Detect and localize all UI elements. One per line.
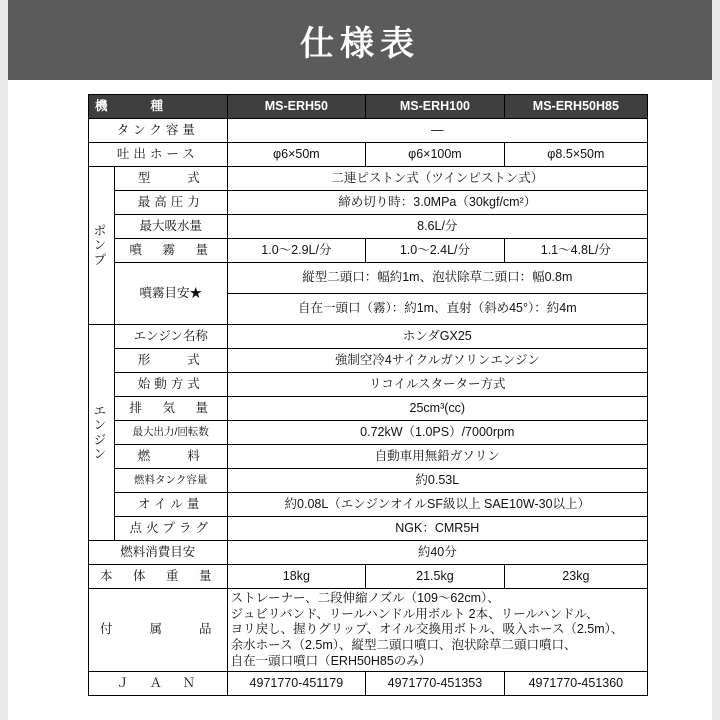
table-row xyxy=(89,239,648,263)
row-value-displacement: 25cm³(cc) xyxy=(227,397,647,421)
spec-table xyxy=(88,94,648,696)
row-label-spark-plug: 点火プラグ xyxy=(114,517,227,541)
row-value-start-method: リコイルスターター方式 xyxy=(227,373,647,397)
table-row xyxy=(89,672,648,696)
row-value-spray-volume-erh100: 1.0〜2.4L/分 xyxy=(366,239,505,263)
table-row xyxy=(89,143,648,167)
row-value-discharge-hose-erh100: φ6×100m xyxy=(366,143,505,167)
table-row xyxy=(89,517,648,541)
row-label-spray-guide: 噴霧目安★ xyxy=(114,263,227,325)
table-row xyxy=(89,493,648,517)
row-value-fuel-consumption: 約40分 xyxy=(227,541,647,565)
row-group-pump-label: ポンプ xyxy=(93,223,110,267)
table-row xyxy=(89,349,648,373)
row-label-discharge-hose: 吐出ホース xyxy=(89,143,228,167)
row-value-engine-name: ホンダGX25 xyxy=(227,325,647,349)
row-label-max-output: 最大出力/回転数 xyxy=(114,421,227,445)
page-title: 仕様表 xyxy=(300,24,420,63)
row-label-fuel-tank-capacity: 燃料タンク容量 xyxy=(114,469,227,493)
table-row xyxy=(89,421,648,445)
row-value-fuel: 自動車用無鉛ガソリン xyxy=(227,445,647,469)
table-row xyxy=(89,469,648,493)
table-row xyxy=(89,191,648,215)
row-value-weight-erh50: 18kg xyxy=(227,565,366,589)
row-label-engine-type: 形 式 xyxy=(114,349,227,373)
row-value-weight-erh100: 21.5kg xyxy=(366,565,505,589)
table-row xyxy=(89,119,648,143)
row-value-jan-erh100: 4971770-451353 xyxy=(366,672,505,696)
row-value-weight-erh50h85: 23kg xyxy=(504,565,647,589)
row-value-spray-guide-2: 自在一頭口（霧）：約1m、直射（斜め45°）：約4m xyxy=(227,294,647,325)
row-label-max-suction: 最大吸水量 xyxy=(114,215,227,239)
row-label-weight: 本 体 重 量 xyxy=(89,565,228,589)
row-label-max-pressure: 最高圧力 xyxy=(114,191,227,215)
row-value-jan-erh50h85: 4971770-451360 xyxy=(504,672,647,696)
row-value-jan-erh50: 4971770-451179 xyxy=(227,672,366,696)
row-label-displacement: 排 気 量 xyxy=(114,397,227,421)
table-row xyxy=(89,541,648,565)
row-value-oil-amount: 約0.08L（エンジンオイルSF級以上 SAE10W-30以上） xyxy=(227,493,647,517)
row-label-oil-amount: オイル量 xyxy=(114,493,227,517)
row-label-fuel-consumption: 燃料消費目安 xyxy=(89,541,228,565)
accessory-line: ストレーナー、二段伸縮ノズル（109〜62cm）、 xyxy=(230,591,500,605)
table-row xyxy=(89,589,648,672)
accessory-line: 自在一頭口噴口（ERH50H85のみ） xyxy=(230,653,432,668)
row-value-spray-guide-1: 縦型二頭口：幅約1m、泡状除草二頭口：幅0.8m xyxy=(227,263,647,294)
row-value-spray-volume-erh50h85: 1.1〜4.8L/分 xyxy=(504,239,647,263)
row-value-tank-capacity: — xyxy=(227,119,647,143)
accessory-line: 余水ホース（2.5m）、縦型二頭口噴口、泡状除草二頭口噴口、 xyxy=(230,637,577,652)
row-label-start-method: 始動方式 xyxy=(114,373,227,397)
row-group-engine xyxy=(89,325,115,541)
column-header-erh50: MS-ERH50 xyxy=(227,95,366,119)
row-label-engine-name: エンジン名称 xyxy=(114,325,227,349)
table-row xyxy=(89,445,648,469)
row-label-tank-capacity: タンク容量 xyxy=(89,119,228,143)
row-label-fuel: 燃 料 xyxy=(114,445,227,469)
row-value-max-suction: 8.6L/分 xyxy=(227,215,647,239)
accessory-line: ヨリ戻し、握りグリップ、オイル交換用ボトル、吸入ホース（2.5m）、 xyxy=(230,622,624,637)
column-header-erh100: MS-ERH100 xyxy=(366,95,505,119)
row-value-spray-volume-erh50: 1.0〜2.9L/分 xyxy=(227,239,366,263)
table-row xyxy=(89,215,648,239)
row-label-accessories: 付 属 品 xyxy=(89,589,228,672)
table-row xyxy=(89,397,648,421)
table-row xyxy=(89,325,648,349)
table-row xyxy=(89,373,648,397)
spec-sheet xyxy=(8,80,712,696)
row-group-pump xyxy=(89,167,115,325)
row-label-jan: Ｊ Ａ Ｎ xyxy=(89,672,228,696)
row-value-spark-plug: NGK：CMR5H xyxy=(227,517,647,541)
row-value-max-pressure: 締め切り時：3.0MPa（30kgf/cm²） xyxy=(227,191,647,215)
accessory-line: ジュビリバンド、リールハンドル用ボルト 2本、リールハンドル、 xyxy=(230,606,599,621)
row-label-spray-volume: 噴 霧 量 xyxy=(114,239,227,263)
row-group-engine-label-1: エンジン xyxy=(93,403,110,461)
row-value-discharge-hose-erh50: φ6×50m xyxy=(227,143,366,167)
row-label-pump-type: 型 式 xyxy=(114,167,227,191)
row-value-discharge-hose-erh50h85: φ8.5×50m xyxy=(504,143,647,167)
row-value-max-output: 0.72kW（1.0PS）/7000rpm xyxy=(227,421,647,445)
column-header-model: 機 種 xyxy=(89,95,228,119)
table-header-row xyxy=(89,95,648,119)
row-value-engine-type: 強制空冷4サイクルガソリンエンジン xyxy=(227,349,647,373)
table-row xyxy=(89,263,648,294)
table-row xyxy=(89,167,648,191)
table-row xyxy=(89,565,648,589)
column-header-erh50h85: MS-ERH50H85 xyxy=(504,95,647,119)
row-value-fuel-tank-capacity: 約0.53L xyxy=(227,469,647,493)
row-value-accessories xyxy=(227,589,647,672)
row-value-pump-type: 二連ピストン式（ツインピストン式） xyxy=(227,167,647,191)
title-bar xyxy=(8,0,712,80)
